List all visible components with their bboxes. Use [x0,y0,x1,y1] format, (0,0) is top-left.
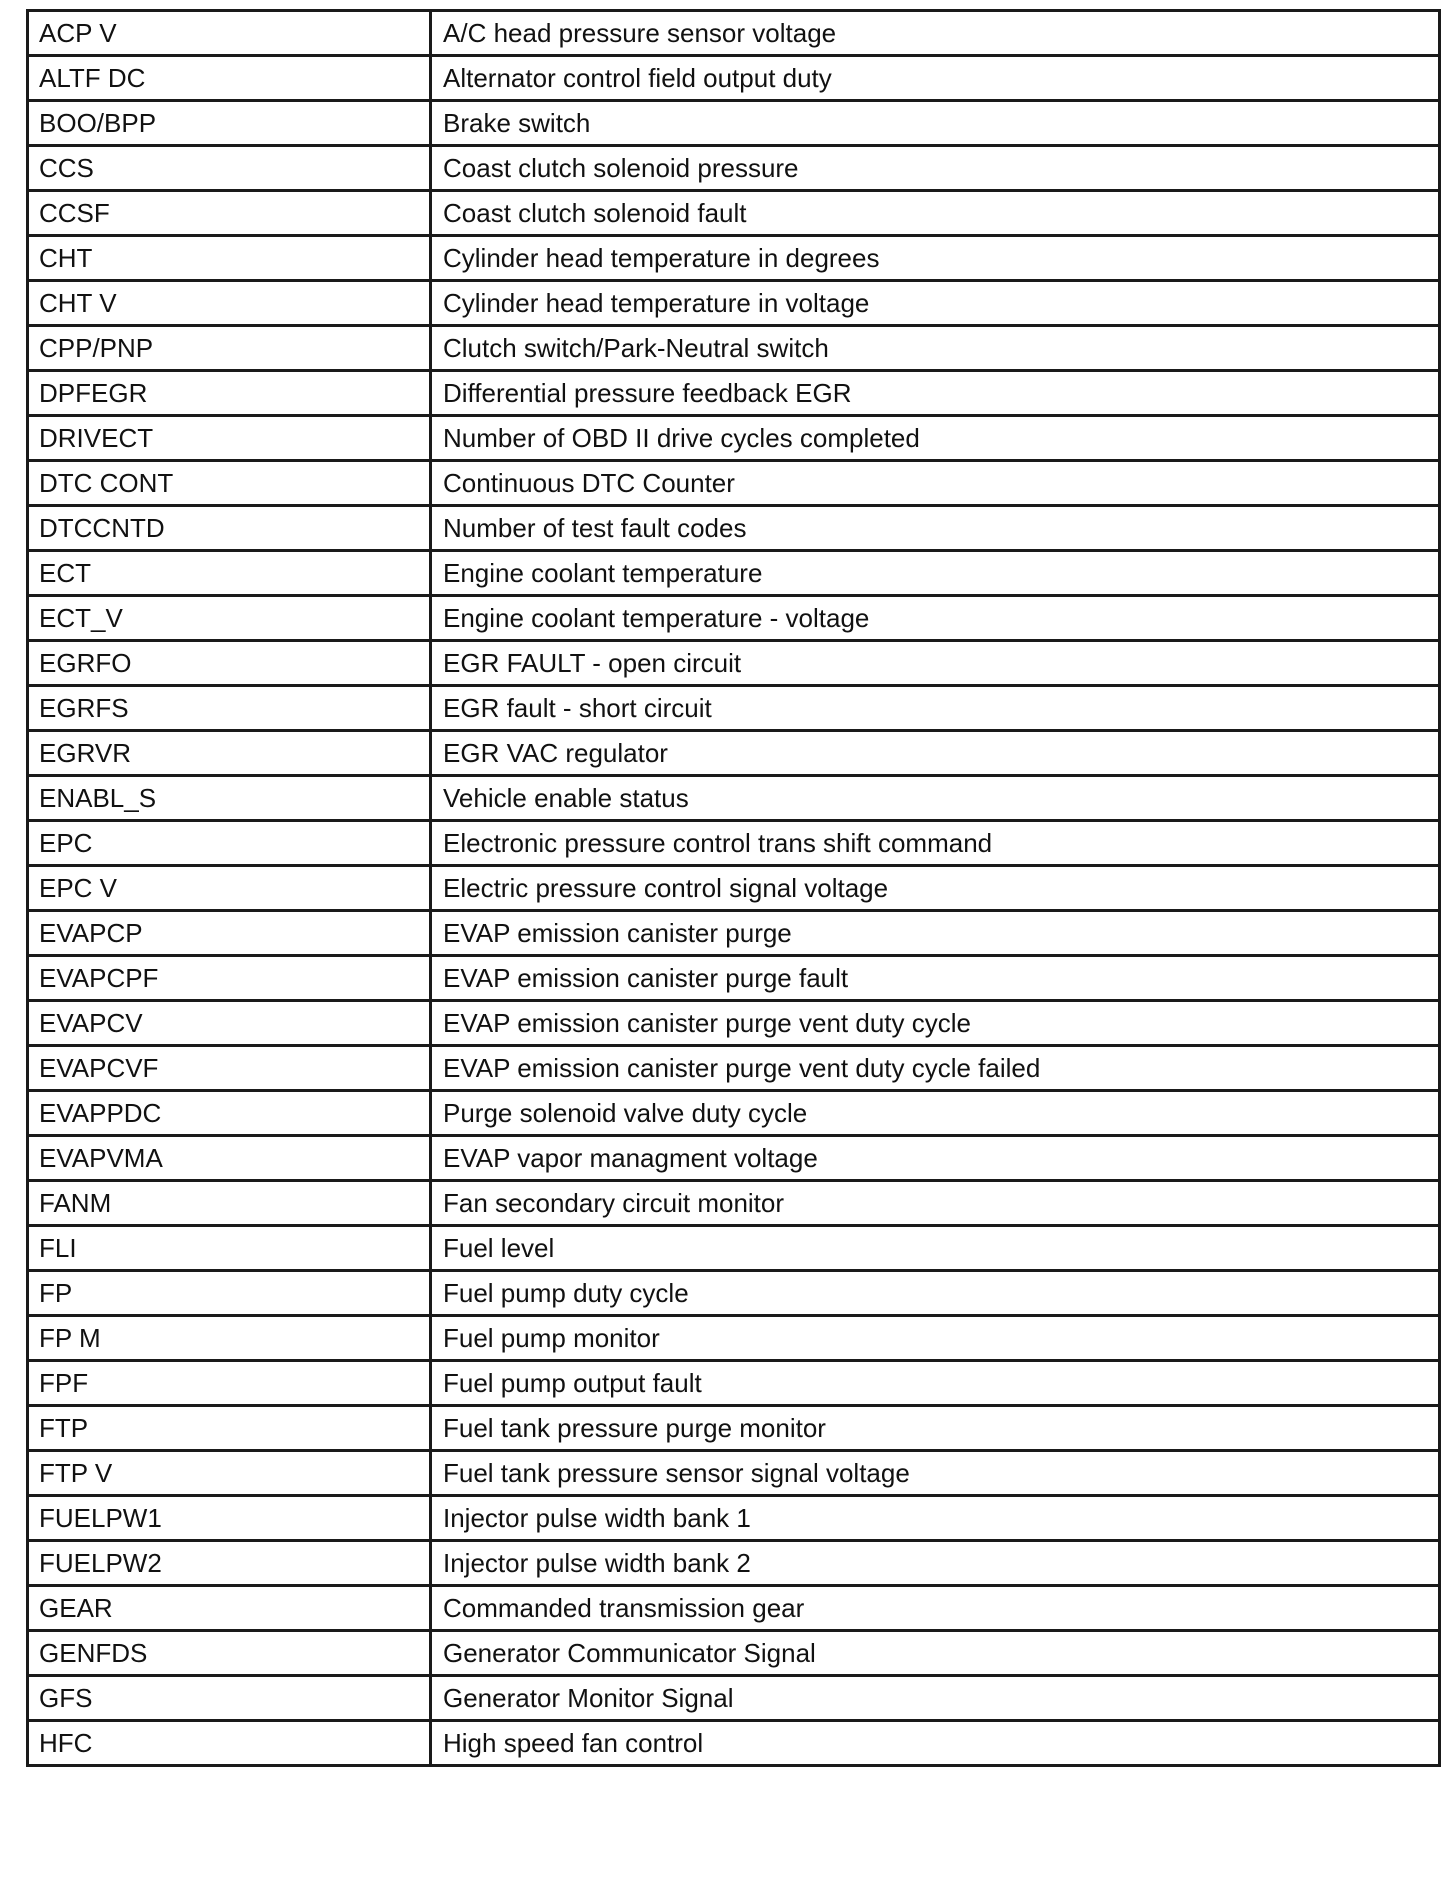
pid-code-cell: ACP V [28,11,431,56]
pid-code-cell: ECT [28,551,431,596]
table-row [28,911,1440,956]
table-row [28,506,1440,551]
pid-code-cell: FTP [28,1406,431,1451]
table-row [28,11,1440,56]
pid-description-cell: Generator Communicator Signal [431,1631,1440,1676]
pid-code-cell: GENFDS [28,1631,431,1676]
pid-description-cell: Fuel pump duty cycle [431,1271,1440,1316]
table-row [28,416,1440,461]
pid-code-cell: FTP V [28,1451,431,1496]
table-row [28,236,1440,281]
pid-description-cell: EVAP emission canister purge vent duty cycle [431,1001,1440,1046]
pid-description-cell: Clutch switch/Park-Neutral switch [431,326,1440,371]
table-row [28,326,1440,371]
pid-code-cell: EGRVR [28,731,431,776]
pid-code-cell: ENABL_S [28,776,431,821]
pid-code-cell: EGRFS [28,686,431,731]
pid-code-cell: ALTF DC [28,56,431,101]
pid-description-cell: Continuous DTC Counter [431,461,1440,506]
pid-description-cell: Injector pulse width bank 2 [431,1541,1440,1586]
table-row [28,1226,1440,1271]
pid-description-cell: Cylinder head temperature in voltage [431,281,1440,326]
pid-description-cell: Electronic pressure control trans shift command [431,821,1440,866]
pid-description-cell: Engine coolant temperature [431,551,1440,596]
table-row [28,596,1440,641]
pid-description-cell: Fuel pump monitor [431,1316,1440,1361]
table-row [28,371,1440,416]
pid-description-cell: Coast clutch solenoid fault [431,191,1440,236]
table-row [28,1631,1440,1676]
pid-description-cell: Purge solenoid valve duty cycle [431,1091,1440,1136]
table-row [28,1091,1440,1136]
pid-code-cell: ECT_V [28,596,431,641]
pid-description-cell: EVAP emission canister purge fault [431,956,1440,1001]
pid-code-cell: CHT V [28,281,431,326]
pid-description-cell: Number of OBD II drive cycles completed [431,416,1440,461]
pid-code-cell: EPC [28,821,431,866]
table-row [28,1406,1440,1451]
pid-description-cell: Fuel tank pressure sensor signal voltage [431,1451,1440,1496]
table-row [28,101,1440,146]
pid-code-cell: FUELPW2 [28,1541,431,1586]
table-row [28,641,1440,686]
table-row [28,1496,1440,1541]
table-row [28,1271,1440,1316]
table-row [28,461,1440,506]
pid-code-cell: EVAPCVF [28,1046,431,1091]
table-row [28,1316,1440,1361]
pid-definitions-table [26,9,1441,1767]
pid-code-cell: FLI [28,1226,431,1271]
pid-description-cell: Engine coolant temperature - voltage [431,596,1440,641]
pid-code-cell: DPFEGR [28,371,431,416]
pid-description-cell: Electric pressure control signal voltage [431,866,1440,911]
pid-code-cell: DTC CONT [28,461,431,506]
pid-code-cell: EGRFO [28,641,431,686]
pid-description-cell: Vehicle enable status [431,776,1440,821]
table-row [28,1361,1440,1406]
table-row [28,821,1440,866]
document-page [26,9,1438,1767]
pid-code-cell: EVAPCV [28,1001,431,1046]
pid-code-cell: FP M [28,1316,431,1361]
table-row [28,1451,1440,1496]
pid-code-cell: FP [28,1271,431,1316]
table-row [28,1541,1440,1586]
pid-code-cell: FUELPW1 [28,1496,431,1541]
pid-description-cell: High speed fan control [431,1721,1440,1766]
pid-description-cell: Coast clutch solenoid pressure [431,146,1440,191]
pid-code-cell: FPF [28,1361,431,1406]
pid-code-cell: CHT [28,236,431,281]
table-row [28,1046,1440,1091]
pid-description-cell: Fuel pump output fault [431,1361,1440,1406]
pid-description-cell: EGR VAC regulator [431,731,1440,776]
pid-description-cell: Alternator control field output duty [431,56,1440,101]
pid-code-cell: BOO/BPP [28,101,431,146]
pid-description-cell: EVAP emission canister purge [431,911,1440,956]
table-row [28,956,1440,1001]
pid-code-cell: EVAPPDC [28,1091,431,1136]
table-row [28,1181,1440,1226]
pid-description-cell: Fuel level [431,1226,1440,1271]
table-row [28,731,1440,776]
pid-description-cell: Injector pulse width bank 1 [431,1496,1440,1541]
table-row [28,56,1440,101]
pid-code-cell: HFC [28,1721,431,1766]
pid-description-cell: Number of test fault codes [431,506,1440,551]
pid-code-cell: FANM [28,1181,431,1226]
table-row [28,1721,1440,1766]
table-row [28,686,1440,731]
pid-code-cell: EVAPCP [28,911,431,956]
pid-description-cell: A/C head pressure sensor voltage [431,11,1440,56]
pid-description-cell: Fuel tank pressure purge monitor [431,1406,1440,1451]
pid-code-cell: EPC V [28,866,431,911]
pid-description-cell: Differential pressure feedback EGR [431,371,1440,416]
pid-description-cell: Cylinder head temperature in degrees [431,236,1440,281]
pid-description-cell: Commanded transmission gear [431,1586,1440,1631]
table-row [28,281,1440,326]
pid-description-cell: EVAP vapor managment voltage [431,1136,1440,1181]
pid-code-cell: DTCCNTD [28,506,431,551]
pid-code-cell: DRIVECT [28,416,431,461]
pid-description-cell: Fan secondary circuit monitor [431,1181,1440,1226]
table-row [28,1586,1440,1631]
pid-description-cell: Generator Monitor Signal [431,1676,1440,1721]
pid-code-cell: GEAR [28,1586,431,1631]
table-row [28,1001,1440,1046]
pid-code-cell: CPP/PNP [28,326,431,371]
pid-code-cell: GFS [28,1676,431,1721]
pid-code-cell: EVAPVMA [28,1136,431,1181]
pid-code-cell: CCS [28,146,431,191]
pid-description-cell: EVAP emission canister purge vent duty cycle failed [431,1046,1440,1091]
pid-description-cell: EGR fault - short circuit [431,686,1440,731]
table-row [28,866,1440,911]
pid-table-body [28,11,1440,1766]
table-row [28,146,1440,191]
pid-description-cell: EGR FAULT - open circuit [431,641,1440,686]
table-row [28,551,1440,596]
table-row [28,1676,1440,1721]
table-row [28,1136,1440,1181]
pid-code-cell: CCSF [28,191,431,236]
table-row [28,191,1440,236]
table-row [28,776,1440,821]
pid-code-cell: EVAPCPF [28,956,431,1001]
pid-description-cell: Brake switch [431,101,1440,146]
